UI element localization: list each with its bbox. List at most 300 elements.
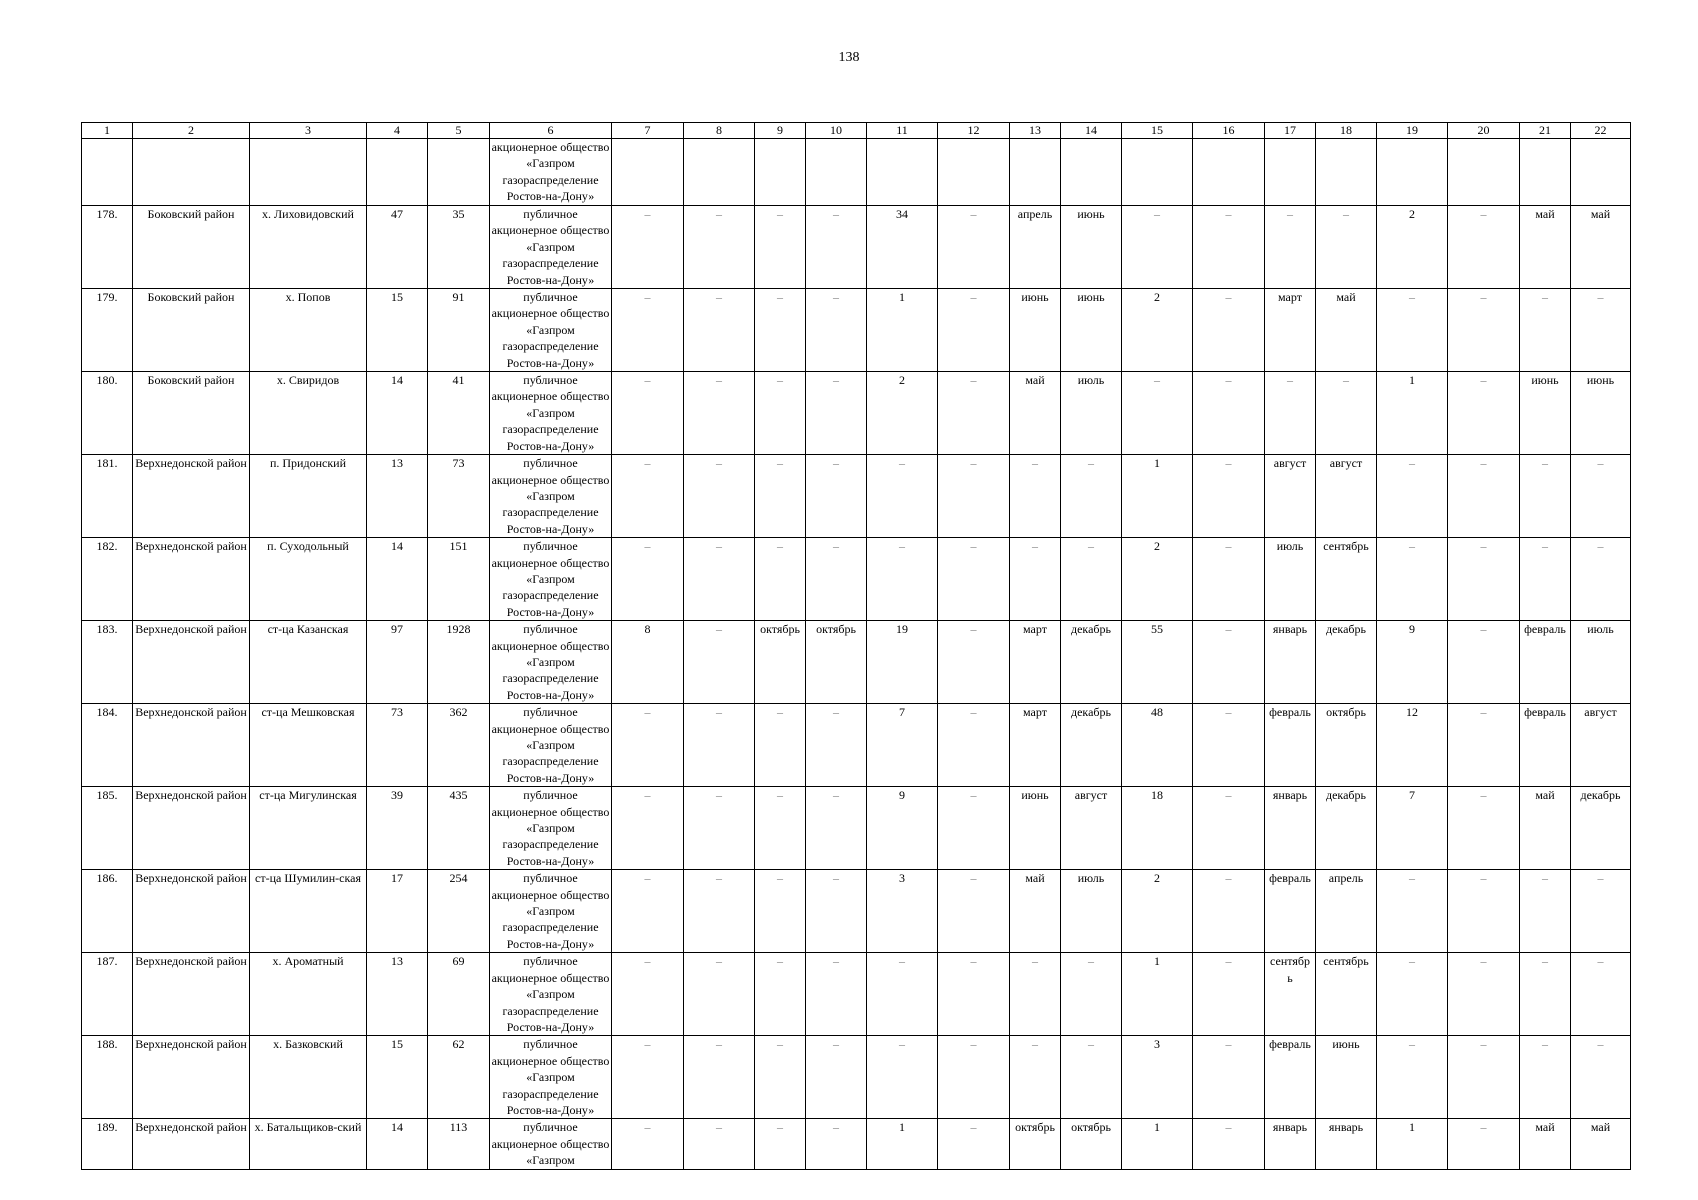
table-cell: май [1520, 787, 1571, 870]
table-cell: март [1010, 704, 1061, 787]
table-cell: август [1265, 455, 1316, 538]
table-cell [1448, 139, 1520, 206]
table-cell: – [612, 289, 684, 372]
table-cell: июнь [1061, 289, 1122, 372]
table-cell: май [1010, 870, 1061, 953]
table-cell: ст-ца Мигулинская [250, 787, 367, 870]
table-cell: – [938, 953, 1010, 1036]
table-cell: х. Свиридов [250, 372, 367, 455]
table-cell: ст-ца Шумилин-ская [250, 870, 367, 953]
table-cell: февраль [1265, 704, 1316, 787]
table-cell: – [938, 621, 1010, 704]
table-cell: октябрь [1316, 704, 1377, 787]
table-cell: 69 [428, 953, 490, 1036]
table-cell: – [1448, 372, 1520, 455]
table-cell: июль [1061, 372, 1122, 455]
table-cell: ст-ца Мешковская [250, 704, 367, 787]
table-cell: – [867, 455, 938, 538]
table-cell: – [684, 870, 755, 953]
table-cell: Верхнедонской район [133, 787, 250, 870]
table-cell: 6 [490, 123, 612, 139]
table-cell: 186. [82, 870, 133, 953]
table-cell: 2 [1122, 289, 1193, 372]
table-cell: 1 [1122, 1119, 1193, 1169]
table-cell: – [1193, 1119, 1265, 1169]
table-cell: публичное акционерное общество «Газпром газораспределение Ростов-на-Дону» [490, 621, 612, 704]
table-cell: 1 [1377, 372, 1448, 455]
table-row [82, 139, 1631, 206]
table-cell [1122, 139, 1193, 206]
table-cell: – [612, 1119, 684, 1169]
table-cell: февраль [1265, 1036, 1316, 1119]
table-cell: октябрь [1061, 1119, 1122, 1169]
table-cell: 17 [367, 870, 428, 953]
table-cell [1193, 139, 1265, 206]
table-cell: сентябр ь [1265, 953, 1316, 1036]
table-cell: 189. [82, 1119, 133, 1169]
table-cell: 7 [1377, 787, 1448, 870]
table-cell: х. Попов [250, 289, 367, 372]
table-cell: – [755, 870, 806, 953]
table-cell: – [684, 704, 755, 787]
table-cell: публичное акционерное общество «Газпром газораспределение Ростов-на-Дону» [490, 704, 612, 787]
table-cell: – [684, 538, 755, 621]
table-row [82, 621, 1631, 704]
table-cell: – [938, 870, 1010, 953]
table-cell: публичное акционерное общество «Газпром газораспределение Ростов-на-Дону» [490, 870, 612, 953]
table-cell: март [1010, 621, 1061, 704]
table-cell: – [1520, 1036, 1571, 1119]
table-cell: – [1316, 372, 1377, 455]
table-cell: июль [1571, 621, 1631, 704]
table-cell: – [806, 372, 867, 455]
table-cell: 16 [1193, 123, 1265, 139]
table-cell: Верхнедонской район [133, 1119, 250, 1169]
table-cell: – [1193, 953, 1265, 1036]
table-cell: 19 [867, 621, 938, 704]
table-row [82, 704, 1631, 787]
table-cell: 14 [367, 1119, 428, 1169]
table-cell: – [1448, 870, 1520, 953]
table-cell: – [1377, 538, 1448, 621]
table-cell: – [1193, 372, 1265, 455]
table-cell: – [755, 1119, 806, 1169]
table-cell: – [612, 455, 684, 538]
table-cell: – [612, 704, 684, 787]
table-cell: – [1571, 455, 1631, 538]
table-cell: публичное акционерное общество «Газпром газораспределение Ростов-на-Дону» [490, 289, 612, 372]
table-cell: 35 [428, 206, 490, 289]
table-cell: 151 [428, 538, 490, 621]
table-cell: 18 [1122, 787, 1193, 870]
table-cell: – [755, 704, 806, 787]
table-cell: 2 [1122, 538, 1193, 621]
table-cell: 12 [1377, 704, 1448, 787]
table-cell: – [938, 1119, 1010, 1169]
table-cell: – [867, 953, 938, 1036]
table-row [82, 1036, 1631, 1119]
table-cell: публичное акционерное общество «Газпром газораспределение Ростов-на-Дону» [490, 1036, 612, 1119]
table-cell: х. Базковский [250, 1036, 367, 1119]
data-table [81, 122, 1631, 1170]
table-cell: – [755, 206, 806, 289]
table-cell: – [1061, 953, 1122, 1036]
table-cell: октябрь [755, 621, 806, 704]
table-cell: – [1061, 538, 1122, 621]
table-cell: 10 [806, 123, 867, 139]
table-cell: май [1316, 289, 1377, 372]
table-cell: публичное акционерное общество «Газпром газораспределение Ростов-на-Дону» [490, 455, 612, 538]
table-cell: – [938, 455, 1010, 538]
table-cell: – [1520, 538, 1571, 621]
table-cell: – [684, 621, 755, 704]
table-cell: август [1571, 704, 1631, 787]
table-cell: – [755, 1036, 806, 1119]
table-cell: май [1571, 1119, 1631, 1169]
table-cell: – [1193, 455, 1265, 538]
table-cell: х. Ароматный [250, 953, 367, 1036]
table-cell: Верхнедонской район [133, 870, 250, 953]
table-cell: 181. [82, 455, 133, 538]
table-cell: 97 [367, 621, 428, 704]
table-cell: декабрь [1316, 621, 1377, 704]
table-cell: – [806, 1036, 867, 1119]
table-cell: х. Лиховидовский [250, 206, 367, 289]
table-cell: Боковский район [133, 372, 250, 455]
table-cell: 17 [1265, 123, 1316, 139]
table-cell: май [1520, 1119, 1571, 1169]
table-cell: Верхнедонской район [133, 704, 250, 787]
table-cell: – [806, 787, 867, 870]
table-cell: – [1010, 455, 1061, 538]
table-cell: 20 [1448, 123, 1520, 139]
table-row [82, 455, 1631, 538]
table-cell: – [755, 289, 806, 372]
table-cell: – [1448, 704, 1520, 787]
table-cell: февраль [1520, 621, 1571, 704]
table-cell [133, 139, 250, 206]
table-cell: апрель [1010, 206, 1061, 289]
table-cell: – [1265, 372, 1316, 455]
table-cell: май [1520, 206, 1571, 289]
table-cell: апрель [1316, 870, 1377, 953]
table-cell: 9 [1377, 621, 1448, 704]
table-cell: Верхнедонской район [133, 953, 250, 1036]
table-cell [612, 139, 684, 206]
table-cell: 48 [1122, 704, 1193, 787]
table-cell [1377, 139, 1448, 206]
table-cell: – [1520, 455, 1571, 538]
table-cell: декабрь [1316, 787, 1377, 870]
table-cell: 184. [82, 704, 133, 787]
table-cell: 2 [1122, 870, 1193, 953]
table-cell: – [1316, 206, 1377, 289]
table-cell: – [1193, 787, 1265, 870]
table-cell: 34 [867, 206, 938, 289]
table-cell: – [1010, 1036, 1061, 1119]
table-cell: 1 [1122, 953, 1193, 1036]
table-cell: – [1377, 1036, 1448, 1119]
table-cell: публичное акционерное общество «Газпром газораспределение Ростов-на-Дону» [490, 787, 612, 870]
table-cell: акционерное общество «Газпром газораспределение Ростов-на-Дону» [490, 139, 612, 206]
table-cell: – [1448, 455, 1520, 538]
table-cell: ст-ца Казанская [250, 621, 367, 704]
table-cell: 2 [867, 372, 938, 455]
table-cell [1316, 139, 1377, 206]
table-cell: – [684, 1036, 755, 1119]
table-cell: – [612, 953, 684, 1036]
table-cell [1061, 139, 1122, 206]
table-cell: – [1193, 621, 1265, 704]
table-cell: – [1448, 289, 1520, 372]
table-cell [684, 139, 755, 206]
table-cell: 13 [367, 953, 428, 1036]
table-cell: май [1571, 206, 1631, 289]
table-cell: – [1193, 704, 1265, 787]
table-cell: – [1193, 289, 1265, 372]
table-cell: – [1571, 1036, 1631, 1119]
table-cell: 41 [428, 372, 490, 455]
table-cell: – [612, 787, 684, 870]
table-cell: 185. [82, 787, 133, 870]
table-cell [1265, 139, 1316, 206]
table-cell: публичное акционерное общество «Газпром газораспределение Ростов-на-Дону» [490, 372, 612, 455]
table-cell: 11 [867, 123, 938, 139]
table-cell: 9 [867, 787, 938, 870]
table-cell: 362 [428, 704, 490, 787]
table-cell: – [867, 538, 938, 621]
table-cell: 8 [684, 123, 755, 139]
table-cell: июнь [1316, 1036, 1377, 1119]
table-cell: 73 [367, 704, 428, 787]
table-cell: 8 [612, 621, 684, 704]
table-cell: – [1122, 372, 1193, 455]
table-cell: 19 [1377, 123, 1448, 139]
table-cell: Боковский район [133, 289, 250, 372]
table-cell: – [1571, 538, 1631, 621]
table-cell: октябрь [806, 621, 867, 704]
table-cell: – [684, 206, 755, 289]
table-cell: 2 [133, 123, 250, 139]
table-cell [806, 139, 867, 206]
table-cell [755, 139, 806, 206]
table-cell: – [806, 455, 867, 538]
table-cell: – [1448, 787, 1520, 870]
table-cell: – [1377, 289, 1448, 372]
table-cell: 15 [367, 289, 428, 372]
table-cell [1520, 139, 1571, 206]
table-cell: июнь [1571, 372, 1631, 455]
table-cell: – [1448, 1119, 1520, 1169]
table-cell: – [1193, 538, 1265, 621]
table-cell: 1928 [428, 621, 490, 704]
table-cell: – [938, 538, 1010, 621]
table-cell: 180. [82, 372, 133, 455]
table-row [82, 1119, 1631, 1169]
table-cell: 21 [1520, 123, 1571, 139]
table-cell: 3 [1122, 1036, 1193, 1119]
table-cell: публичное акционерное общество «Газпром газораспределение Ростов-на-Дону» [490, 538, 612, 621]
table-cell: – [755, 787, 806, 870]
table-cell: июнь [1061, 206, 1122, 289]
table-cell: – [938, 206, 1010, 289]
table-cell: – [684, 372, 755, 455]
table-cell: публичное акционерное общество «Газпром газораспределение Ростов-на-Дону» [490, 206, 612, 289]
table-row [82, 953, 1631, 1036]
table-cell: – [806, 1119, 867, 1169]
table-cell: 47 [367, 206, 428, 289]
table-cell: 5 [428, 123, 490, 139]
table-cell: Верхнедонской район [133, 455, 250, 538]
table-cell: декабрь [1571, 787, 1631, 870]
table-cell: п. Суходольный [250, 538, 367, 621]
table-cell [250, 139, 367, 206]
table-cell: 13 [1010, 123, 1061, 139]
table-cell: 9 [755, 123, 806, 139]
table-cell: – [806, 704, 867, 787]
table-cell: январь [1265, 1119, 1316, 1169]
table-cell: – [1010, 953, 1061, 1036]
table-cell: 4 [367, 123, 428, 139]
page-number: 138 [838, 50, 860, 65]
table-cell: январь [1316, 1119, 1377, 1169]
table-row [82, 538, 1631, 621]
table-cell: – [938, 787, 1010, 870]
table-cell: 22 [1571, 123, 1631, 139]
table-cell: март [1265, 289, 1316, 372]
table-cell: – [1520, 870, 1571, 953]
table-cell: февраль [1265, 870, 1316, 953]
table-cell: – [938, 704, 1010, 787]
table-cell: – [612, 538, 684, 621]
table-cell: 7 [867, 704, 938, 787]
table-cell: сентябрь [1316, 538, 1377, 621]
table-cell: 15 [1122, 123, 1193, 139]
table-cell [1571, 139, 1631, 206]
table-cell: – [755, 372, 806, 455]
table-cell: 39 [367, 787, 428, 870]
table-cell: – [1520, 953, 1571, 1036]
table-cell: – [1061, 455, 1122, 538]
table-cell: – [806, 870, 867, 953]
table-cell: июнь [1010, 787, 1061, 870]
table-cell: 113 [428, 1119, 490, 1169]
table-cell: 1 [867, 1119, 938, 1169]
table-cell: 91 [428, 289, 490, 372]
table-cell: – [938, 372, 1010, 455]
table-cell: – [1448, 1036, 1520, 1119]
table-cell: 178. [82, 206, 133, 289]
table-cell: – [1193, 870, 1265, 953]
table-cell: 183. [82, 621, 133, 704]
table-cell: – [684, 455, 755, 538]
table-cell: Верхнедонской район [133, 538, 250, 621]
table-cell: – [1193, 206, 1265, 289]
table-cell: 14 [367, 538, 428, 621]
table-cell: декабрь [1061, 704, 1122, 787]
table-cell [867, 139, 938, 206]
table-cell: – [612, 206, 684, 289]
table-cell: – [1122, 206, 1193, 289]
table-cell: – [1520, 289, 1571, 372]
table-cell: 62 [428, 1036, 490, 1119]
table-cell: – [684, 289, 755, 372]
table-cell: – [1448, 206, 1520, 289]
table-cell: – [755, 538, 806, 621]
table-cell: 7 [612, 123, 684, 139]
table-cell: – [1448, 953, 1520, 1036]
table-cell: п. Придонский [250, 455, 367, 538]
table-cell: – [1377, 953, 1448, 1036]
table-cell [1010, 139, 1061, 206]
table-cell: – [1571, 953, 1631, 1036]
table-body [82, 123, 1631, 1170]
table-cell: август [1061, 787, 1122, 870]
table-cell: публичное акционерное общество «Газпром [490, 1119, 612, 1169]
table-cell: – [612, 870, 684, 953]
table-row [82, 289, 1631, 372]
table-cell: – [938, 289, 1010, 372]
table-cell: 1 [82, 123, 133, 139]
table-cell: 3 [250, 123, 367, 139]
table-cell: – [806, 289, 867, 372]
table-cell: – [755, 455, 806, 538]
table-cell: 14 [367, 372, 428, 455]
table-cell: 55 [1122, 621, 1193, 704]
table-cell: 15 [367, 1036, 428, 1119]
table-cell: – [684, 787, 755, 870]
table-cell: июль [1061, 870, 1122, 953]
table-cell: – [612, 372, 684, 455]
table-cell [938, 139, 1010, 206]
table-cell: 14 [1061, 123, 1122, 139]
table-cell: февраль [1520, 704, 1571, 787]
table-cell: 435 [428, 787, 490, 870]
table-cell: сентябрь [1316, 953, 1377, 1036]
table-cell: декабрь [1061, 621, 1122, 704]
table-cell: Верхнедонской район [133, 621, 250, 704]
table-cell: 1 [867, 289, 938, 372]
table-cell: октябрь [1010, 1119, 1061, 1169]
table-cell: май [1010, 372, 1061, 455]
table-cell [367, 139, 428, 206]
table-row [82, 372, 1631, 455]
table-cell: – [1377, 870, 1448, 953]
table-cell: 188. [82, 1036, 133, 1119]
table-cell: – [1571, 870, 1631, 953]
table-cell: август [1316, 455, 1377, 538]
table-cell: Боковский район [133, 206, 250, 289]
table-row [82, 206, 1631, 289]
table-cell: публичное акционерное общество «Газпром газораспределение Ростов-на-Дону» [490, 953, 612, 1036]
table-cell: – [806, 953, 867, 1036]
table-cell: январь [1265, 787, 1316, 870]
table-cell: – [1377, 455, 1448, 538]
table-cell: – [867, 1036, 938, 1119]
table-cell [82, 139, 133, 206]
table-cell: 12 [938, 123, 1010, 139]
table-cell: 18 [1316, 123, 1377, 139]
table-cell [428, 139, 490, 206]
table-cell: 254 [428, 870, 490, 953]
table-cell: – [755, 953, 806, 1036]
table-cell: 1 [1122, 455, 1193, 538]
table-cell: июль [1265, 538, 1316, 621]
table-cell: – [1061, 1036, 1122, 1119]
table-cell: – [684, 1119, 755, 1169]
header-row [82, 123, 1631, 139]
table-cell: 182. [82, 538, 133, 621]
